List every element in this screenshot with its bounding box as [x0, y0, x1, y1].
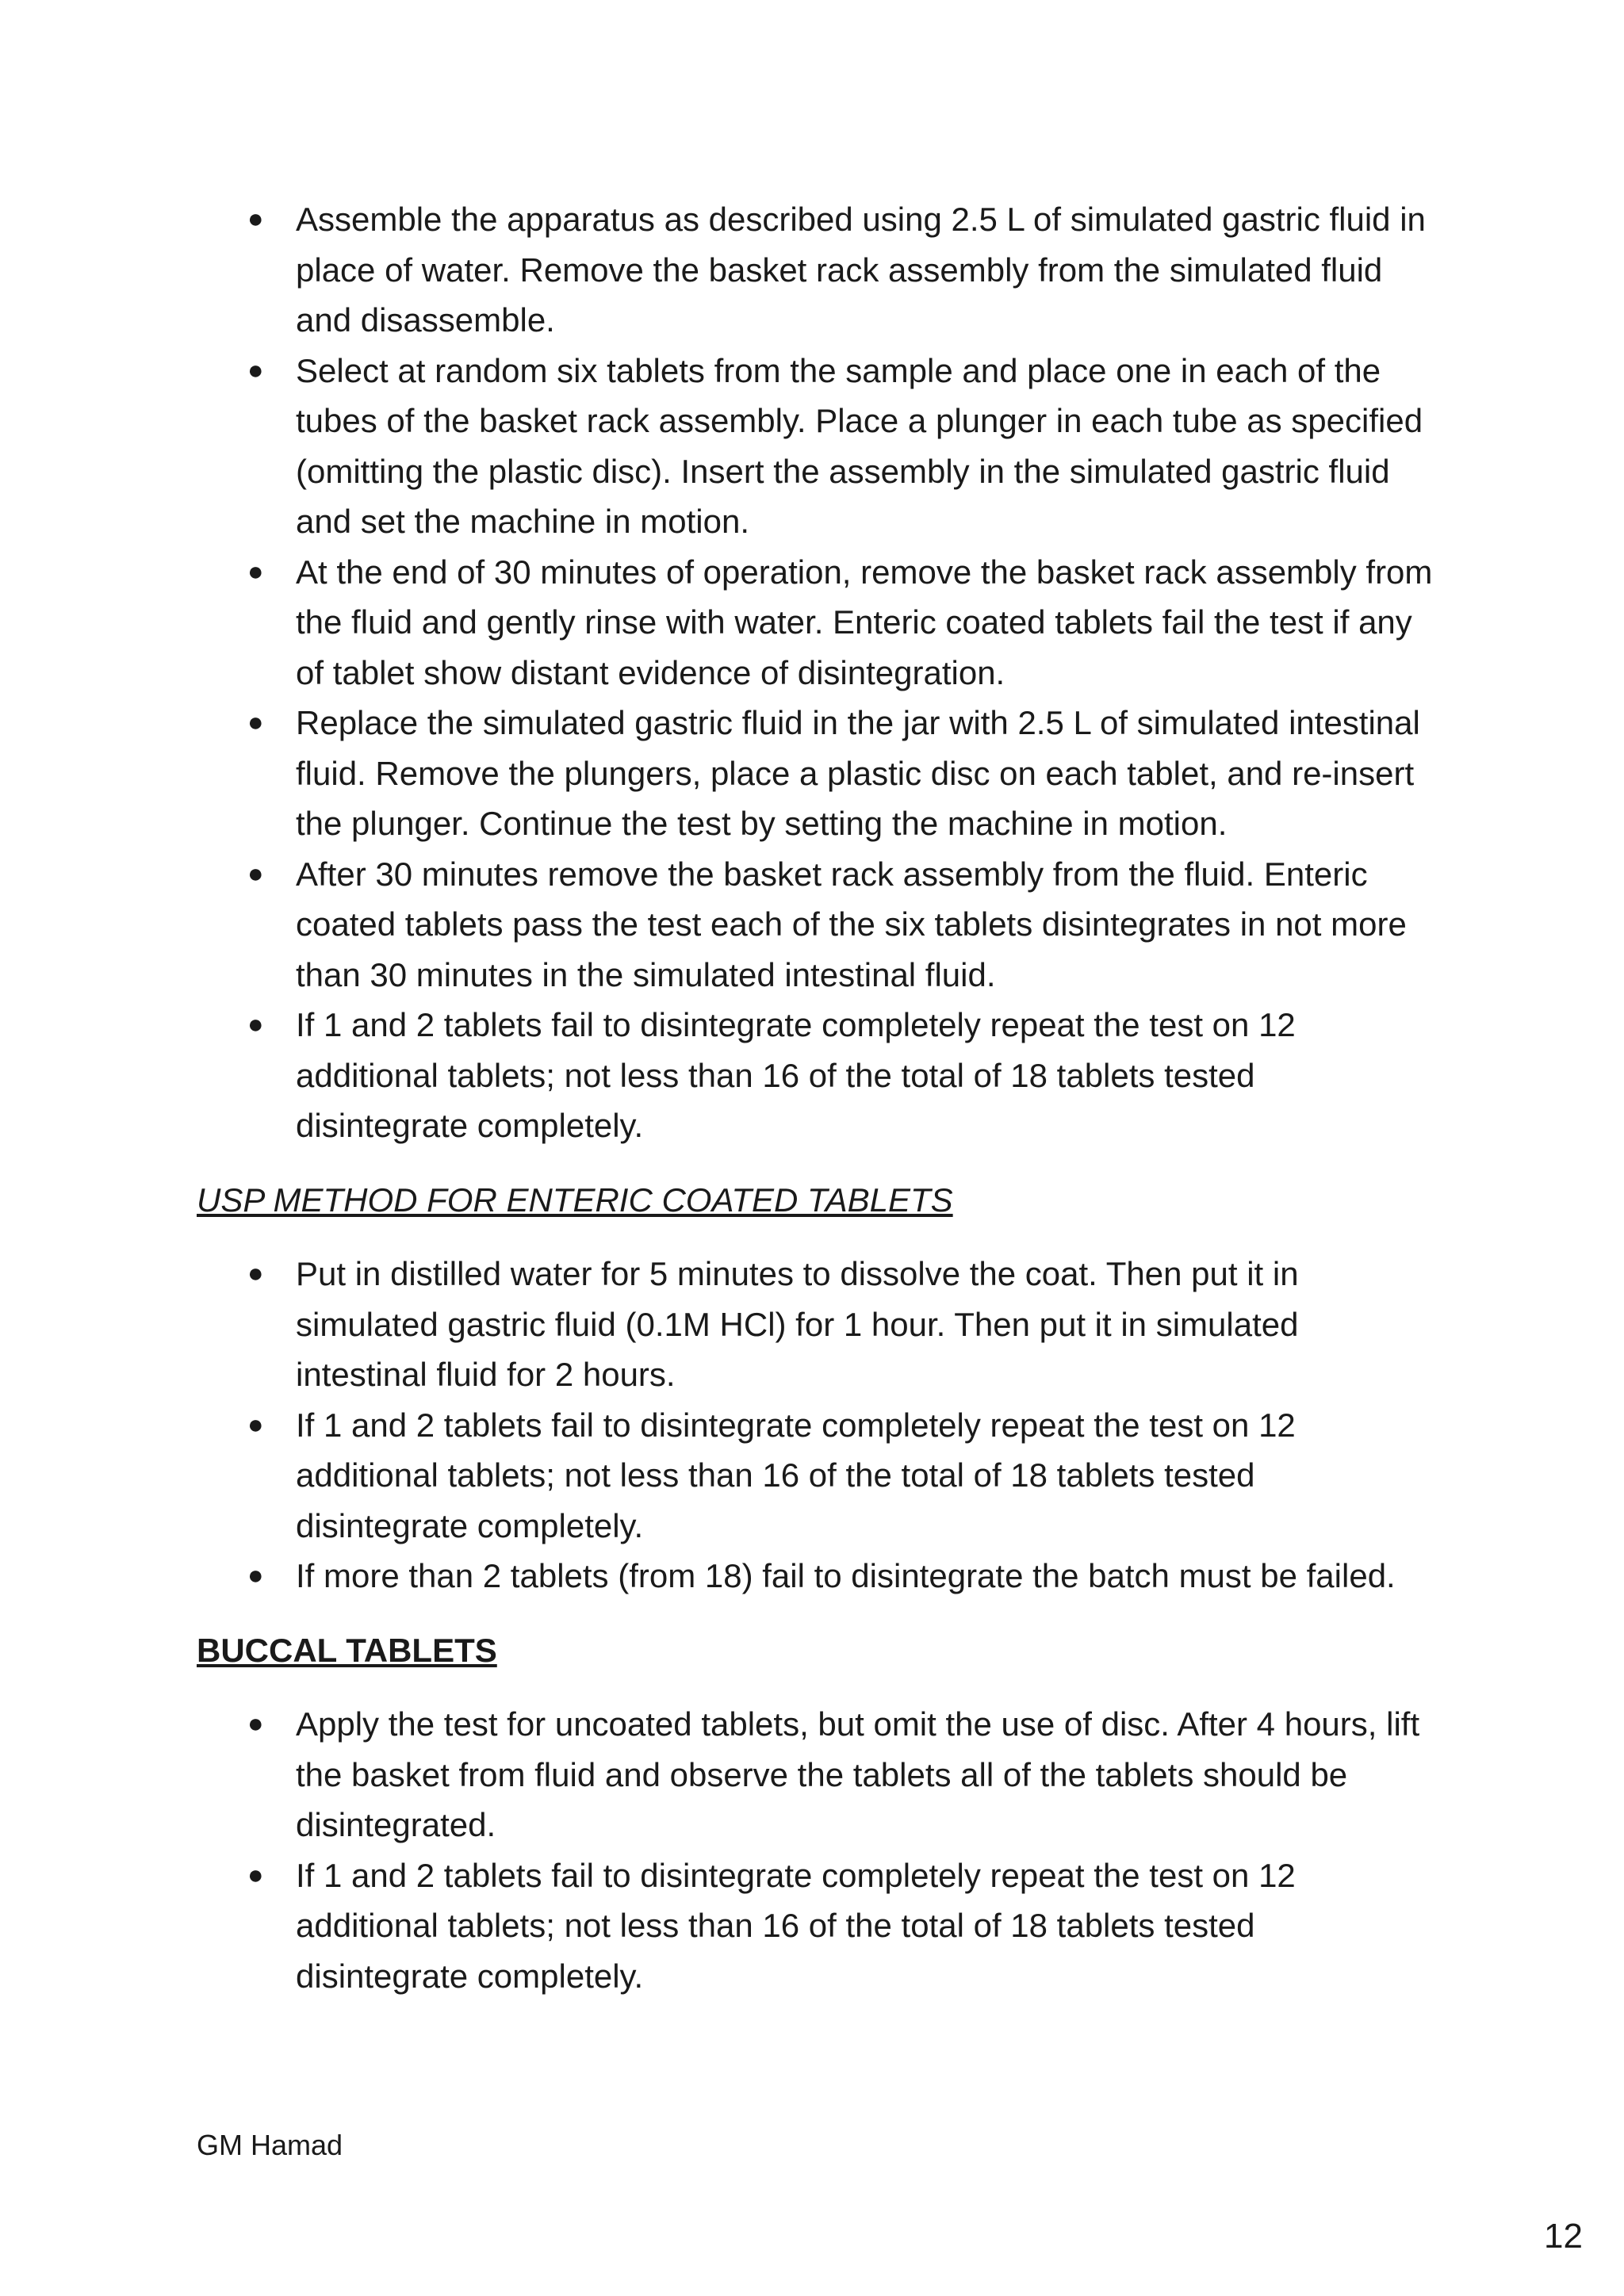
bullet-icon: ●: [247, 556, 264, 587]
list-item: [197, 1000, 1434, 1151]
bullet-icon: ●: [247, 1009, 264, 1039]
usp-method-list: [197, 1249, 1434, 1601]
list-item-text: Replace the simulated gastric fluid in the jar with 2.5 L of simulated intestinal fluid. Remove the plungers, place a plastic disc on each tablet, and re-insert the plunger. Continue the test by setting the machine in motion.: [296, 704, 1420, 842]
list-item: [197, 194, 1434, 346]
list-item-text: After 30 minutes remove the basket rack assembly from the fluid. Enteric coated tablets pass the test each of the six tablets disintegrates in not more than 30 minutes in the simulated intestinal fluid.: [296, 855, 1407, 993]
list-item: [197, 1850, 1434, 2002]
buccal-tablets-list: [197, 1699, 1434, 2001]
list-item: [197, 1400, 1434, 1552]
list-item-text: If more than 2 tablets (from 18) fail to disintegrate the batch must be failed.: [296, 1557, 1396, 1594]
list-item: [197, 698, 1434, 849]
bullet-icon: ●: [247, 1560, 264, 1590]
list-item-text: Apply the test for uncoated tablets, but omit the use of disc. After 4 hours, lift the basket from fluid and observe the tablets all of the tablets should be disintegrated.: [296, 1705, 1420, 1843]
list-item-text: If 1 and 2 tablets fail to disintegrate completely repeat the test on 12 additional tablets; not less than 16 of the total of 18 tablets tested disintegrate completely.: [296, 1406, 1296, 1544]
page-number: 12: [1544, 2217, 1583, 2256]
bullet-icon: ●: [247, 354, 264, 385]
list-item: [197, 346, 1434, 547]
list-item: [197, 547, 1434, 698]
bullet-icon: ●: [247, 707, 264, 737]
list-item: [197, 1551, 1434, 1601]
bullet-icon: ●: [247, 1709, 264, 1739]
bullet-icon: ●: [247, 1258, 264, 1288]
list-item: [197, 849, 1434, 1001]
page-content: [197, 194, 1434, 2001]
list-item-text: Put in distilled water for 5 minutes to dissolve the coat. Then put it in simulated gastric fluid (0.1M HCl) for 1 hour. Then put it in simulated intestinal fluid for 2 hours.: [296, 1255, 1299, 1393]
bullet-icon: ●: [247, 1859, 264, 1890]
list-item: [197, 1249, 1434, 1400]
list-item-text: If 1 and 2 tablets fail to disintegrate completely repeat the test on 12 additional tablets; not less than 16 of the total of 18 tablets tested disintegrate completely.: [296, 1006, 1296, 1144]
list-item-text: At the end of 30 minutes of operation, remove the basket rack assembly from the fluid and gently rinse with water. Enteric coated tablets fail the test if any of tablet show distant evidence of disintegration.: [296, 553, 1433, 691]
buccal-tablets-heading: BUCCAL TABLETS: [197, 1631, 497, 1669]
bullet-icon: ●: [247, 858, 264, 889]
list-item-text: If 1 and 2 tablets fail to disintegrate completely repeat the test on 12 additional tablets; not less than 16 of the total of 18 tablets tested disintegrate completely.: [296, 1856, 1296, 1995]
list-item-text: Assemble the apparatus as described using 2.5 L of simulated gastric fluid in place of water. Remove the basket rack assembly from the simulated fluid and disassemble.: [296, 201, 1426, 339]
enteric-procedure-list: [197, 194, 1434, 1151]
footer-author: GM Hamad: [197, 2129, 343, 2161]
usp-method-heading: USP METHOD FOR ENTERIC COATED TABLETS: [197, 1181, 953, 1219]
bullet-icon: ●: [247, 1409, 264, 1440]
list-item-text: Select at random six tablets from the sample and place one in each of the tubes of the basket rack assembly. Place a plunger in each tube as specified (omitting the plastic disc). Insert the assembly in the simulated gastric fluid and set the machine in motion.: [296, 351, 1423, 540]
bullet-icon: ●: [247, 204, 264, 234]
list-item: [197, 1699, 1434, 1850]
